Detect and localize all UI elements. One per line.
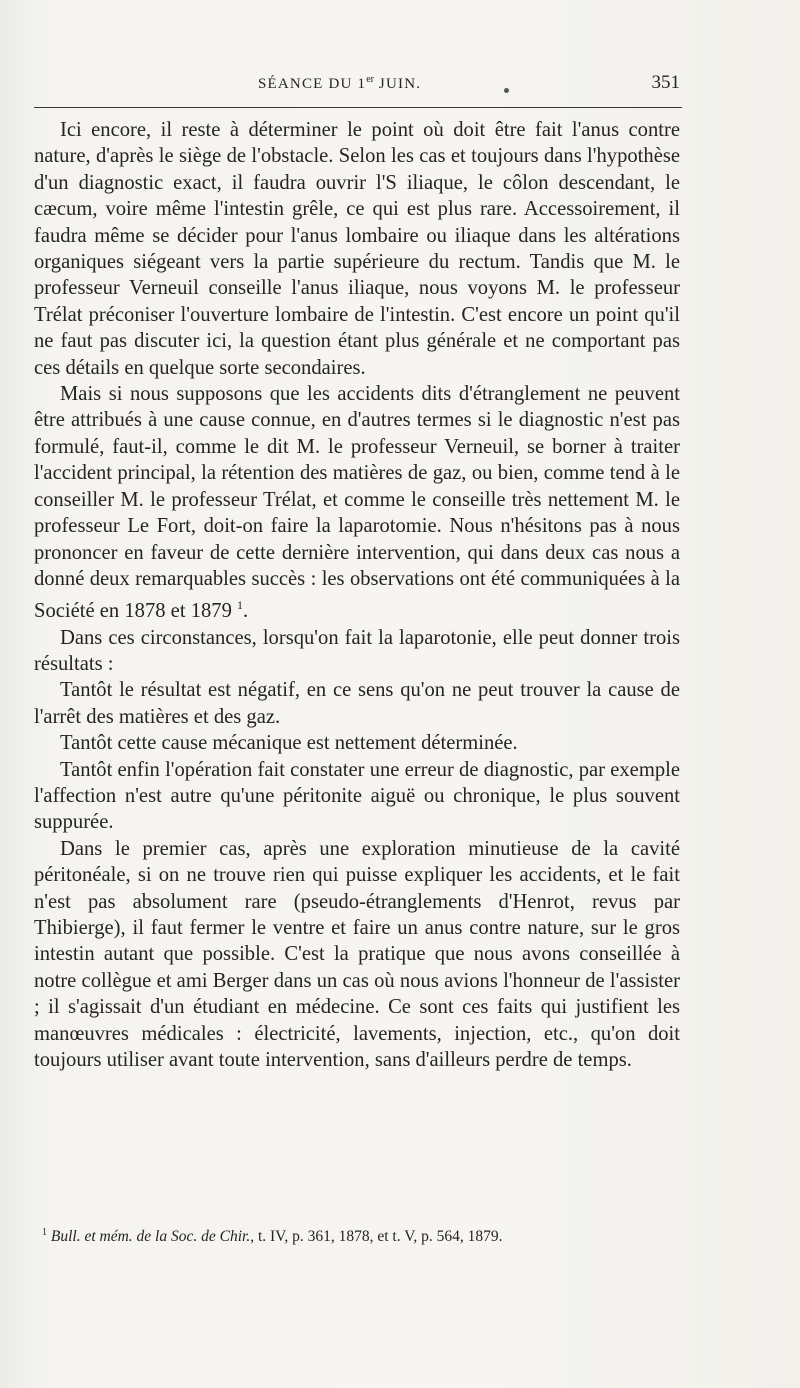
footnote-citation-title: Bull. et mém. de la Soc. de Chir.: [50, 1228, 251, 1246]
paragraph: Tantôt le résultat est négatif, en ce sens qu'on ne peut trouver la cause de l'arrêt des matières et des gaz.: [34, 679, 680, 728]
footnote-citation-details: , t. IV, p. 361, 1878, et t. V, p. 564, 1879.: [250, 1228, 503, 1246]
paragraph: Tantôt cette cause mécanique est nettement déterminée.: [60, 732, 518, 755]
ornament-dot: [504, 88, 509, 93]
paragraph: Mais si nous supposons que les accidents dits d'étranglement ne peuvent être attribués à une cause connue, en d'autres termes si le diagnostic n'est pas formulé, faut-il, comme le dit M. le professeur Verneuil, se borner à traiter l'accident principal, la rétention des matières de gaz, ou bien, comme tend à le conseiller M. le professeur Trélat, et comme le conseille très nettement M. le professeur Le Fort, doit-on faire la laparotomie. Nous n'hésitons pas à nous prononcer en faveur de cette dernière intervention, qui dans deux cas nous a donné deux remarquables succès : les observations ont été communiquées à la Société en 1878 et 1879 $^1$.: [34, 383, 680, 623]
paragraph: Ici encore, il reste à déterminer le point où doit être fait l'anus contre nature, d'après le siège de l'obstacle. Selon les cas et toujours dans l'hypothèse d'un diagnostic exact, il faudra ouvrir l'S iliaque, le côlon descendant, le cæcum, voire même l'intestin grêle, ce qui est plus rare. Accessoirement, il faudra même se décider pour l'anus lombaire ou iliaque dans les altérations organiques siégeant vers la partie supérieure du rectum. Tandis que M. le professeur Verneuil conseille l'anus iliaque, nous voyons M. le professeur Trélat préconiser l'ouverture lombaire de l'intestin. C'est encore un point qu'il ne faut pas discuter ici, la question étant plus générale et ne comportant pas ces détails en quelque sorte secondaires.: [34, 119, 680, 379]
paragraph: Dans le premier cas, après une exploration minutieuse de la cavité péritonéale, si on ne trouve rien qui puisse expliquer les accidents, et le fait n'est pas absolument rare (pseudo-étranglements d'Henrot, revus par Thibierge), il faut fermer le ventre et faire un anus contre nature, sur le gros intestin autant que possible. C'est la pratique que nous avons conseillée à notre collègue et ami Berger dans un cas où nous avions l'honneur de l'assister ; il s'agissait d'un étudiant en médecine. Ce sont ces faits qui justifient les manœuvres médicales : électricité, lavements, injection, etc., qu'on doit toujours utiliser avant toute intervention, sans d'ailleurs perdre de temps.: [34, 837, 680, 1072]
body-text: [34, 117, 680, 1073]
paragraph: Tantôt enfin l'opération fait constater une erreur de diagnostic, par exemple l'affection n'est autre qu'une péritonite aiguë ou chronique, le plus souvent suppurée.: [34, 758, 680, 834]
footnote-marker: 1: [42, 1227, 47, 1238]
running-head: [34, 74, 680, 100]
paragraph: Dans ces circonstances, lorsqu'on fait la laparotonie, elle peut donner trois résultats :: [34, 626, 680, 675]
header-rule: [34, 107, 682, 108]
footnote: [34, 1222, 680, 1248]
footnote-reference: 1: [237, 598, 244, 613]
page-number: 351: [651, 72, 680, 93]
running-title: SÉANCE DU 1er JUIN.: [258, 74, 422, 92]
